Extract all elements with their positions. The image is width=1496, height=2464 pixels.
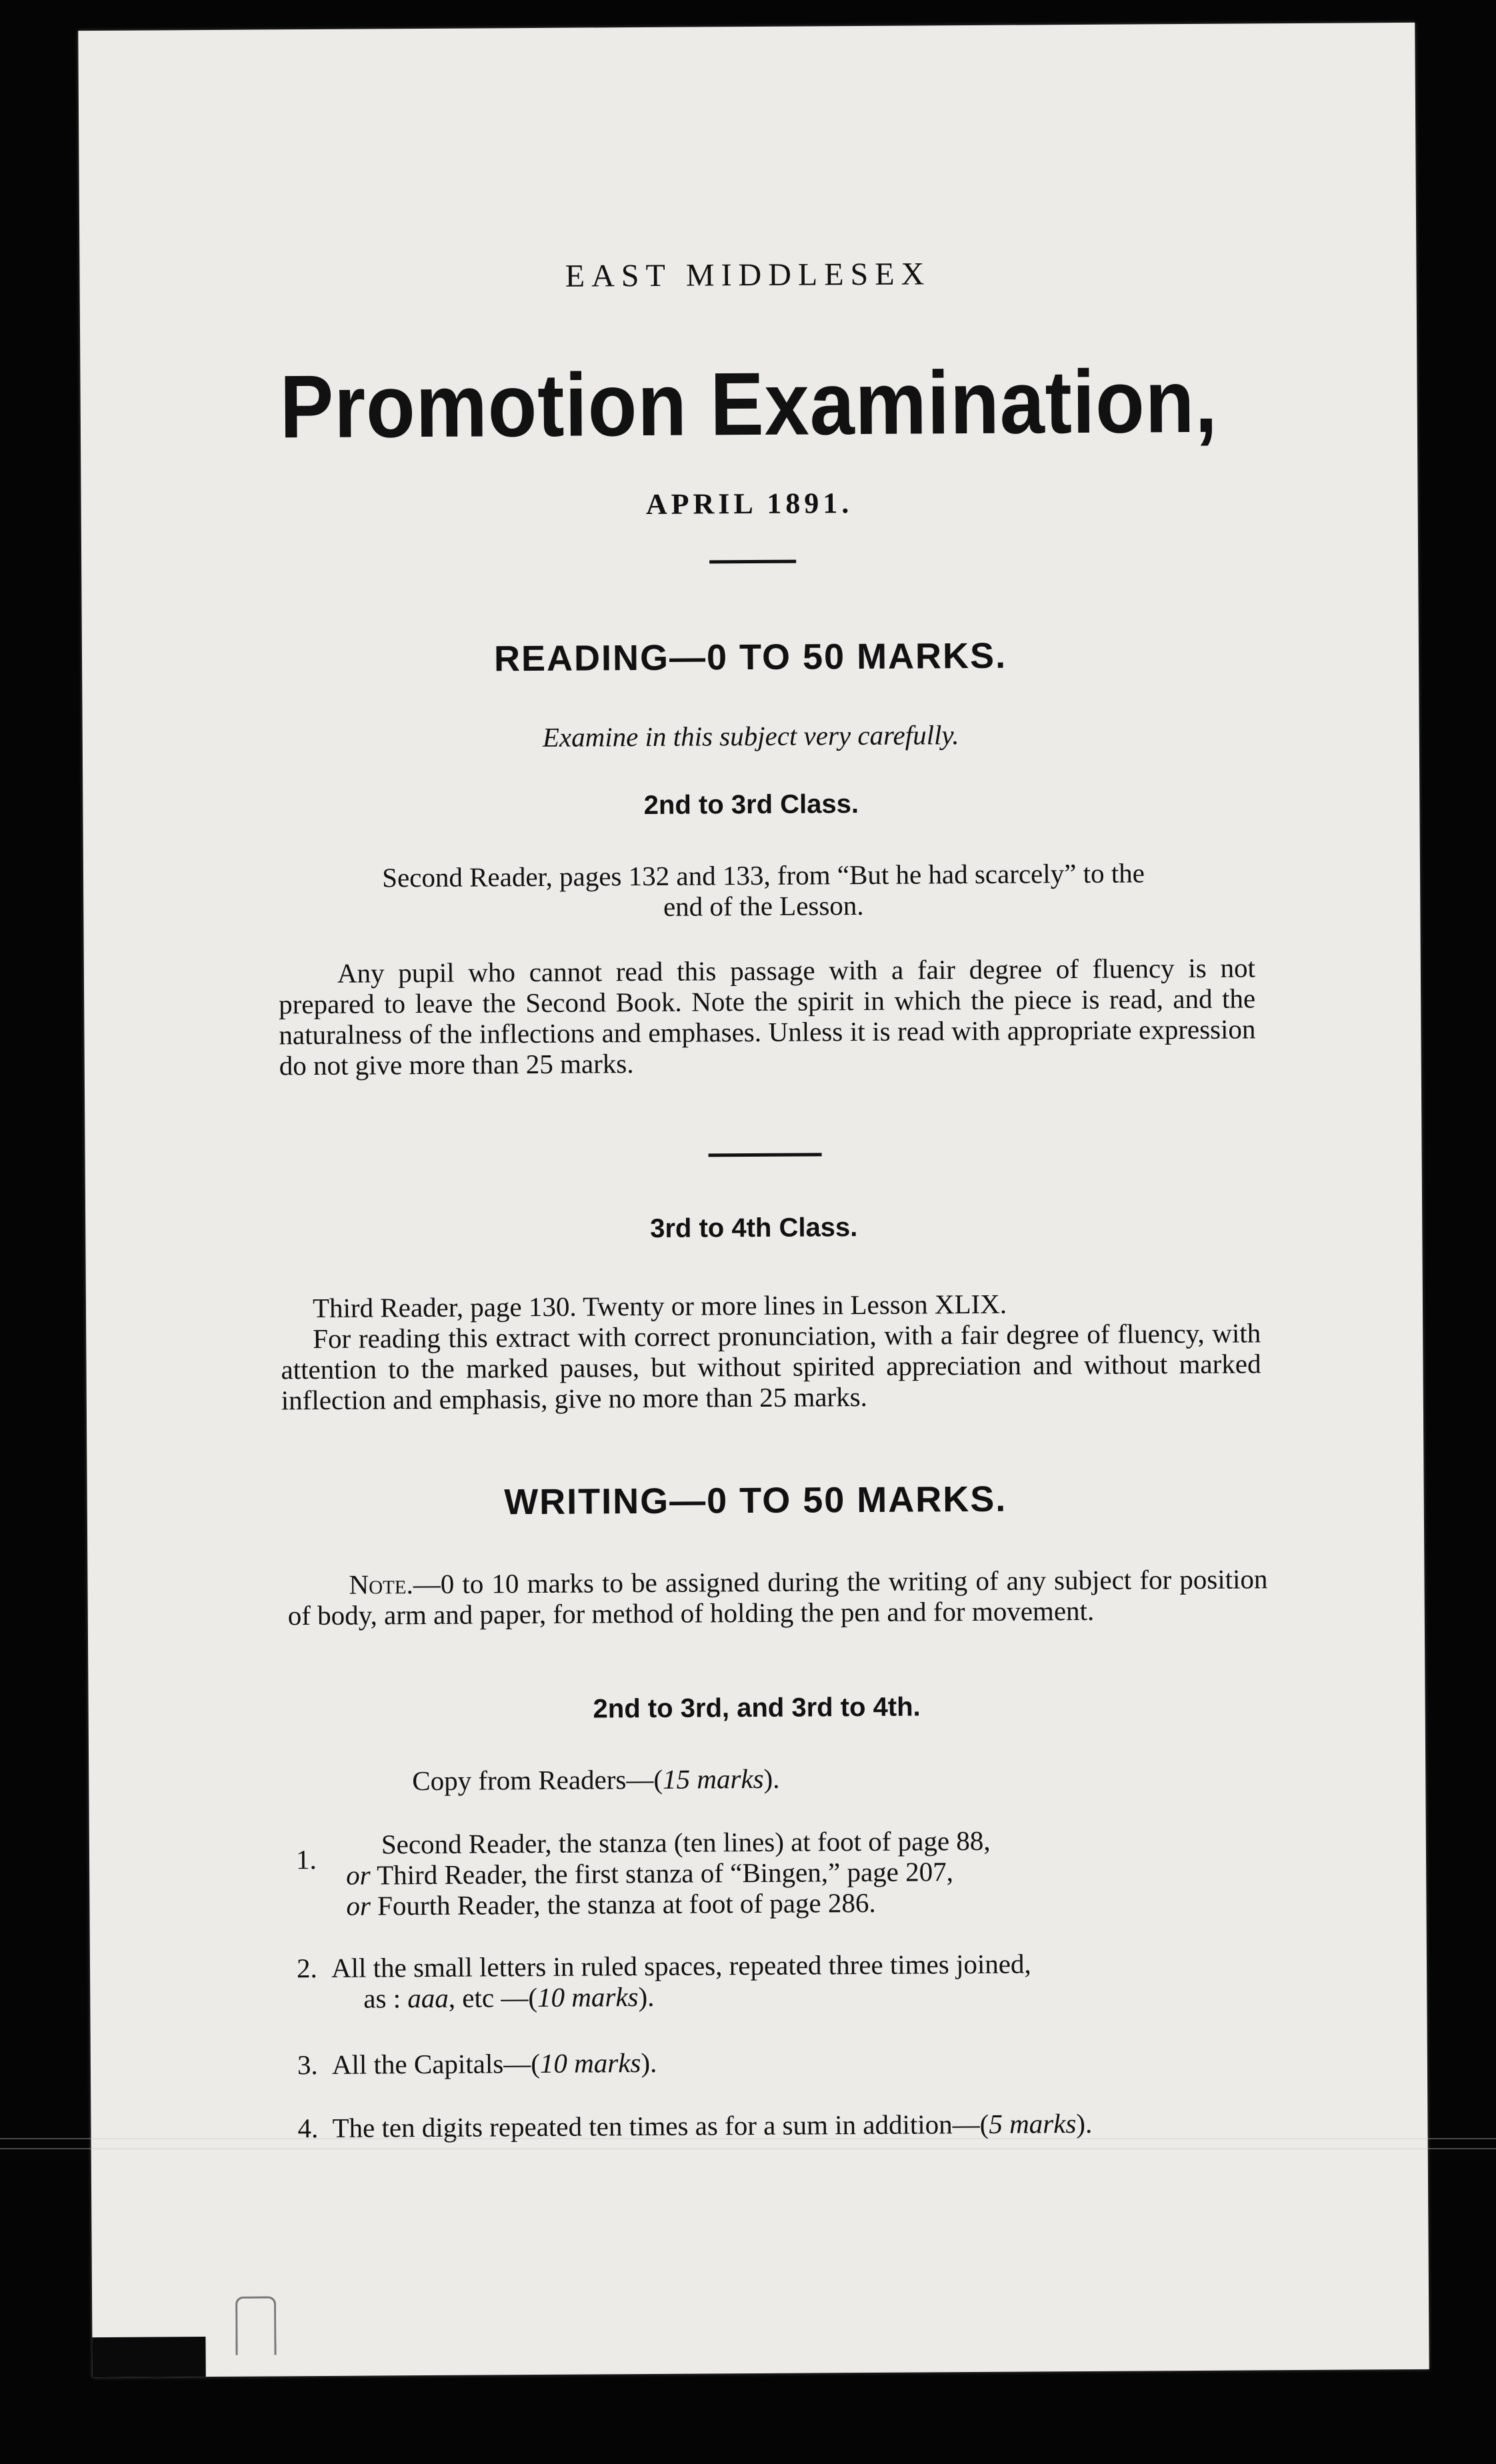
writing-note: [287, 1563, 1268, 1631]
divider-rule: [709, 1153, 822, 1157]
page-tear: [235, 2296, 277, 2355]
list-item: [295, 1823, 1276, 1921]
or-word: or: [346, 1890, 371, 1921]
list-item: [297, 2107, 1311, 2144]
passage-line: end of the Lesson.: [663, 889, 864, 922]
district-heading: EAST MIDDLESEX: [565, 256, 931, 294]
writing-classes-heading: 2nd to 3rd, and 3rd to 4th.: [593, 1692, 921, 1724]
item-line: All the small letters in ruled spaces, repeated three times joined,: [331, 1948, 1031, 1983]
page-title: Promotion Examination,: [279, 351, 1219, 457]
reading-note-3rd-4th: For reading this extract with correct pronunciation, with a fair degree of fluency, with attention to the marked pauses, but without spirited appreciation and without marked inflection and emphasis, give no more than 25 marks.: [281, 1317, 1261, 1416]
copy-instruction: [412, 1761, 1212, 1796]
item-line: [296, 1885, 1276, 1921]
class-heading-3rd-4th: 3rd to 4th Class.: [650, 1213, 858, 1243]
scan-artifact: [0, 2138, 1496, 2139]
item-number: 2.: [296, 1953, 317, 1984]
item-line: Second Reader, the stanza (ten lines) at foot of page 88,: [381, 1825, 991, 1860]
page-damage: [92, 2337, 205, 2377]
divider-rule: [709, 560, 796, 564]
scan-artifact: [0, 2148, 1496, 2149]
item-number: 4.: [297, 2113, 319, 2144]
item-line: [331, 1977, 1278, 2014]
item-marks: 10 marks: [539, 2047, 641, 2079]
item-text: as :: [363, 1983, 408, 2014]
item-text: All the Capitals—(: [331, 2047, 541, 2080]
copy-marks: 15 marks: [662, 1763, 764, 1795]
item-end: ).: [638, 1981, 655, 2013]
item-body: [331, 1947, 1279, 2014]
reading-passage-2nd-3rd: [273, 857, 1254, 924]
exam-date: APRIL 1891.: [645, 487, 853, 521]
reading-instruction: Examine in this subject very carefully.: [542, 719, 959, 753]
class-heading-2nd-3rd: 2nd to 3rd Class.: [643, 789, 859, 820]
note-text: —0 to 10 marks to be assigned during the writing of any subject for position of body, arm and paper, for method of holding the pen and for movement.: [287, 1563, 1268, 1631]
item-number: 3.: [297, 2049, 318, 2081]
writing-heading: WRITING—0 TO 50 MARKS.: [504, 1479, 1007, 1523]
reading-heading: READING—0 TO 50 MARKS.: [493, 635, 1007, 679]
copy-text: Copy from Readers—(: [412, 1763, 663, 1797]
item-text: The ten digits repeated ten times as for a sum in addition—(: [332, 2108, 989, 2143]
item-body: [296, 1823, 1277, 1921]
list-item: [297, 2043, 1277, 2081]
item-end: ).: [641, 2047, 657, 2079]
item-marks: 10 marks: [537, 1981, 639, 2013]
copy-end: ).: [763, 1763, 780, 1794]
letters-example: aaa: [407, 1982, 449, 2014]
list-item: [296, 1947, 1277, 2014]
item-end: ).: [1076, 2107, 1093, 2139]
item-text: Fourth Reader, the stanza at foot of page 286.: [377, 1887, 876, 1921]
or-word: or: [346, 1859, 371, 1891]
item-body: [332, 2043, 1279, 2080]
item-marks: 5 marks: [989, 2108, 1077, 2139]
item-text: Third Reader, the first stanza of “Bingen,” page 207,: [377, 1856, 954, 1891]
note-label: Note.: [349, 1569, 413, 1600]
reading-note-2nd-3rd: Any pupil who cannot read this passage with a fair degree of fluency is not prepared to leave the Second Book. Note the spirit in which the piece is read, and the naturalness of the inflections and emphases. Unless it is read with appropriate expression do not give more than 25 marks.: [279, 952, 1256, 1081]
passage-line: Second Reader, pages 132 and 133, from “But he had scarcely” to the: [382, 857, 1145, 893]
item-text: , etc —(: [448, 1982, 538, 2013]
item-number: 1.: [295, 1844, 317, 1875]
document-page: [78, 23, 1429, 2377]
reading-passage-3rd-4th: Third Reader, page 130. Twenty or more lines in Lesson XLIX.: [312, 1288, 1007, 1324]
